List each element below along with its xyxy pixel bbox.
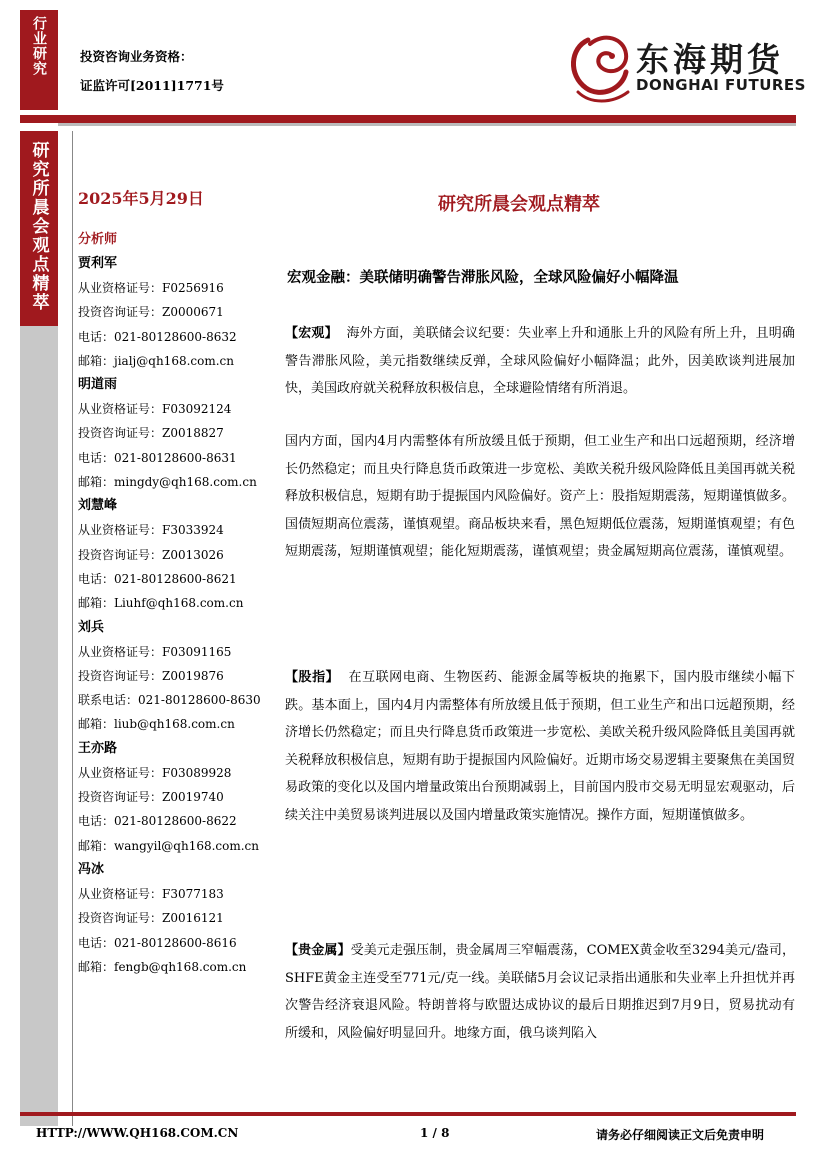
analyst-email[interactable]: 邮箱：mingdy@qh168.com.cn xyxy=(78,475,257,490)
analyst-license: 从业资格证号：F03092124 xyxy=(78,402,232,417)
analyst-license: 从业资格证号：F0256916 xyxy=(78,281,224,295)
analyst-name: 明道雨 xyxy=(78,377,118,393)
analyst-name: 刘兵 xyxy=(78,619,105,635)
analyst-card xyxy=(78,252,278,373)
analysts-heading: 分析师 xyxy=(78,232,118,247)
analyst-consult-id: 投资咨询证号：Z0019876 xyxy=(78,668,224,683)
page-title: 研究所晨会观点精萃 xyxy=(438,194,600,215)
analyst-license: 从业资格证号：F03091165 xyxy=(78,644,232,659)
gold-section-tag: 【贵金属】 xyxy=(285,943,351,958)
analyst-phone: 电话：021-80128600-8621 xyxy=(78,571,237,586)
analyst-phone: 电话：021-80128600-8632 xyxy=(78,329,237,344)
analyst-email[interactable]: 邮箱：jialj@qh168.com.cn xyxy=(78,353,234,368)
analyst-card xyxy=(78,494,278,615)
analyst-email[interactable]: 邮箱：wangyil@qh168.com.cn xyxy=(78,838,260,853)
analyst-phone: 电话：021-80128600-8622 xyxy=(78,814,237,829)
gold-paragraph xyxy=(285,937,795,1047)
stock-section-tag: 【股指】 xyxy=(285,670,340,685)
analyst-consult-id: 投资咨询证号：Z0018827 xyxy=(78,426,224,441)
analyst-name: 冯冰 xyxy=(78,861,105,877)
sidebar-title: 研究所晨会观点精萃 xyxy=(20,131,58,326)
analyst-license: 从业资格证号：F3033924 xyxy=(78,523,224,538)
gold-text: 受美元走强压制，贵金属周三窄幅震荡，COMEX黄金收至3294美元/盎司，SHFE黄金主连受至771元/克一线。美联储5月会议记录指出通胀和失业率上升担忧并再次警告经济衰退风险。特朗普将与欧盟达成协议的最后日期推迟到7月9日，贸易扰动有所缓和，风险偏好明显回升。地缘方面，俄乌谈判陷入 xyxy=(285,943,795,1041)
analyst-phone: 联系电话：021-80128600-8630 xyxy=(78,693,261,708)
header-divider-shadow xyxy=(58,123,796,126)
macro-paragraph-overseas xyxy=(285,320,795,403)
analyst-email[interactable]: 邮箱：liub@qh168.com.cn xyxy=(78,717,235,732)
report-subtitle: 宏观金融：美联储明确警告滞胀风险，全球风险偏好小幅降温 xyxy=(287,269,679,286)
analyst-consult-id: 投资咨询证号：Z0013026 xyxy=(78,547,224,562)
analyst-email[interactable]: 邮箱：fengb@qh168.com.cn xyxy=(78,959,247,974)
sidebar-rule xyxy=(72,131,73,1126)
analyst-consult-id: 投资咨询证号：Z0016121 xyxy=(78,911,224,926)
license-number: 证监许可[2011]1771号 xyxy=(80,78,224,93)
analyst-license: 从业资格证号：F03089928 xyxy=(78,765,232,780)
analyst-name: 刘慧峰 xyxy=(78,498,118,514)
analyst-consult-id: 投资咨询证号：Z0019740 xyxy=(78,790,224,805)
analyst-phone: 电话：021-80128600-8631 xyxy=(78,450,237,465)
logo-chinese-name: 东海期货 xyxy=(636,40,784,79)
analyst-card xyxy=(78,737,278,858)
analyst-license: 从业资格证号：F3077183 xyxy=(78,886,224,901)
qualification-label: 投资咨询业务资格： xyxy=(80,49,193,64)
analyst-name: 王亦路 xyxy=(78,740,118,756)
sidebar-gray-band xyxy=(20,326,58,1126)
analyst-email[interactable]: 邮箱：Liuhf@qh168.com.cn xyxy=(78,596,244,611)
macro-text-overseas: 海外方面，美联储会议纪要：失业率上升和通胀上升的风险有所上升，且明确警告滞胀风险，美元指数继续反弹，全球风险偏好小幅降温；此外，因美欧谈判进展加快，美国政府就关税释放积极信息，全球避险情绪有所消退。 xyxy=(285,326,795,397)
analyst-card xyxy=(78,373,278,494)
header-divider xyxy=(20,115,796,123)
stock-paragraph xyxy=(285,664,795,830)
analyst-card xyxy=(78,858,278,979)
footer-url-link[interactable]: HTTP://WWW.QH168.COM.CN xyxy=(36,1126,239,1140)
report-date: 2025年5月29日 xyxy=(78,189,204,208)
footer-divider xyxy=(20,1112,796,1116)
logo-english-name: DONGHAI FUTURES xyxy=(636,76,806,94)
analyst-card xyxy=(78,616,278,737)
macro-section-tag: 【宏观】 xyxy=(285,326,338,341)
footer-disclaimer: 请务必仔细阅读正文后免责申明 xyxy=(596,1128,765,1142)
macro-paragraph-domestic: 国内方面，国内4月内需整体有所放缓且低于预期，但工业生产和出口远超预期，经济增长仍然稳定；而且央行降息货币政策进一步宽松、美欧关税升级风险降低且美国再就关税释放积极信息，短期有助于提振国内风险偏好。资产上：股指短期震荡，短期谨慎做多。国债短期高位震荡，谨慎观望。商品板块来看，黑色短期低位震荡，短期谨慎观望；有色短期震荡，短期谨慎观望；能化短期震荡，谨慎观望；贵金属短期高位震荡，谨慎观望。 xyxy=(285,434,795,560)
analyst-phone: 电话：021-80128600-8616 xyxy=(78,935,237,950)
category-tag: 行业研究 xyxy=(20,10,58,110)
analyst-list xyxy=(78,228,278,979)
analyst-consult-id: 投资咨询证号：Z0000671 xyxy=(78,305,224,320)
page-number: 1 / 8 xyxy=(420,1126,450,1140)
analyst-name: 贾利军 xyxy=(78,256,118,271)
stock-text: 在互联网电商、生物医药、能源金属等板块的拖累下，国内股市继续小幅下跌。基本面上，国内4月内需整体有所放缓且低于预期，但工业生产和出口远超预期，经济增长仍然稳定；而且央行降息货币政策进一步宽松、美欧关税升级风险降低且美国再就关税释放积极信息，短期有助于提振国内风险偏好。近期市场交易逻辑主要聚焦在美国贸易政策的变化以及国内增量政策出台预期减弱上，目前国内股市交易无明显宏观驱动，后续关注中美贸易谈判进展以及国内增量政策实施情况。操作方面，短期谨慎做多。 xyxy=(285,670,795,823)
